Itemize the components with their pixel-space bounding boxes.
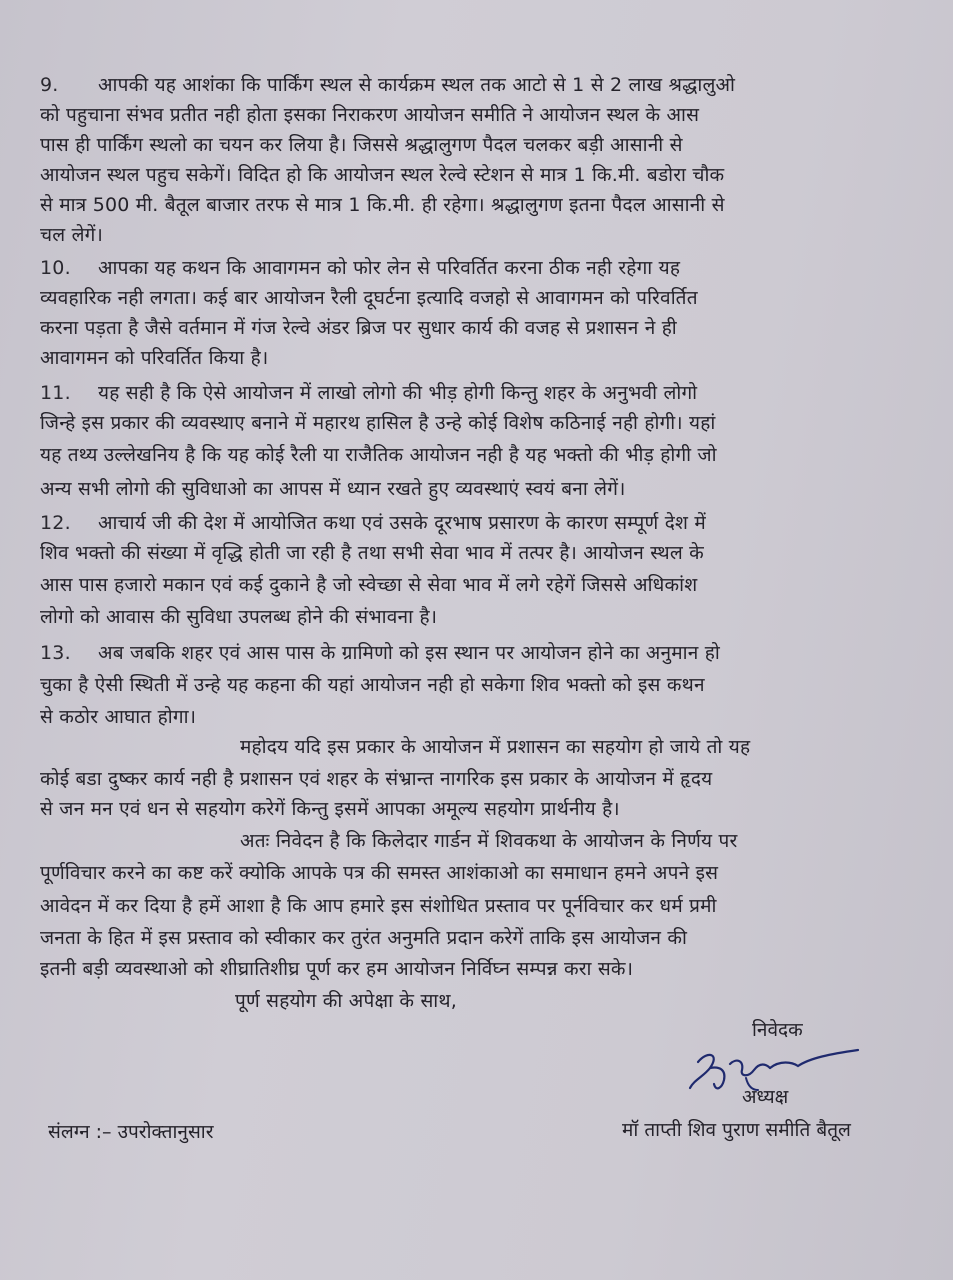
closing-line-9: पूर्ण सहयोग की अपेक्षा के साथ, <box>235 990 458 1012</box>
closing-line-2: कोई बडा दुष्कर कार्य नही है प्रशासन एवं शहर के संभ्रान्त नागरिक इस प्रकार के आयोजन में हृदय <box>40 768 713 790</box>
para-10-line-3: करना पड़ता है जैसे वर्तमान में गंज रेल्वे अंडर ब्रिज पर सुधार कार्य की वजह से प्रशासन ने ही <box>40 317 677 339</box>
para-9-line-4: आयोजन स्थल पहुच सकेगें। विदित हो कि आयोजन स्थल रेल्वे स्टेशन से मात्र 1 कि.मी. बडोरा चौक <box>40 164 725 186</box>
para-9-line-1: 9. आपकी यह आशंका कि पार्किंग स्थल से कार्यक्रम स्थल तक आटो से 1 से 2 लाख श्रद्धालुओ <box>40 70 920 100</box>
para-10-line-4: आवागमन को परिवर्तित किया है। <box>40 347 269 369</box>
para-11-line-4: अन्य सभी लोगो की सुविधाओ का आपस में ध्यान रखते हुए व्यवस्थाएं स्वयं बना लेगें। <box>40 478 626 500</box>
para-10-line-1: 10. आपका यह कथन कि आवागमन को फोर लेन से परिवर्तित करना ठीक नही रहेगा यह <box>40 253 920 283</box>
closing-line-8: इतनी बड़ी व्यवस्थाओ को शीघ्रातिशीघ्र पूर्ण कर हम आयोजन निर्विघ्न सम्पन्न करा सके। <box>40 958 634 980</box>
para-12-line-4: लोगो को आवास की सुविधा उपलब्ध होने की संभावना है। <box>40 606 438 628</box>
closing-line-4: अतः निवेदन है कि किलेदार गार्डन में शिवकथा के आयोजन के निर्णय पर <box>240 830 738 852</box>
para-9-line-3: पास ही पार्किंग स्थलो का चयन कर लिया है। जिससे श्रद्धालुगण पैदल चलकर बड़ी आसानी से <box>40 134 683 156</box>
para-13-line-1: 13. अब जबकि शहर एवं आस पास के ग्रामिणो को इस स्थान पर आयोजन होने का अनुमान हो <box>40 638 920 668</box>
para-9-line-6: चल लेगें। <box>40 224 103 246</box>
para-11-line-3: यह तथ्य उल्लेखनिय है कि यह कोई रैली या राजैतिक आयोजन नही है यह भक्तो की भीड़ होगी जो <box>40 444 717 466</box>
para-number: 9. <box>40 74 59 96</box>
closing-line-3: से जन मन एवं धन से सहयोग करेगें किन्तु इसमें आपका अमूल्य सहयोग प्रार्थनीय है। <box>40 798 620 820</box>
closing-line-5: पूर्णविचार करने का कष्ट करें क्योकि आपके पत्र की समस्त आशंकाओ का समाधान हमने अपने इस <box>40 862 719 884</box>
para-13-line-2: चुका है ऐसी स्थिती में उन्हे यह कहना की यहां आयोजन नही हो सकेगा शिव भक्तो को इस कथन <box>40 674 705 696</box>
para-number: 11. <box>40 382 71 404</box>
para-10-line-2: व्यवहारिक नही लगता। कई बार आयोजन रैली दूघर्टना इत्यादि वजहो से आवागमन को परिवर्तित <box>40 287 698 309</box>
designation-label: अध्यक्ष <box>742 1086 789 1108</box>
closing-line-6: आवेदन में कर दिया है हमें आशा है कि आप हमारे इस संशोधित प्रस्ताव पर पूर्नविचार कर धर्म प्रमी <box>40 895 717 917</box>
closing-line-1: महोदय यदि इस प्रकार के आयोजन में प्रशासन का सहयोग हो जाये तो यह <box>240 736 751 758</box>
para-9-line-5: से मात्र 500 मी. बैतूल बाजार तरफ से मात्र 1 कि.मी. ही रहेगा। श्रद्धालुगण इतना पैदल आसानी से <box>40 194 725 216</box>
para-12-line-1: 12. आचार्य जी की देश में आयोजित कथा एवं उसके दूरभाष प्रसारण के कारण सम्पूर्ण देश में <box>40 508 920 538</box>
para-9-line-2: को पहुचाना संभव प्रतीत नही होता इसका निराकरण आयोजन समीति ने आयोजन स्थल के आस <box>40 104 700 126</box>
para-13-line-3: से कठोर आघात होगा। <box>40 706 197 728</box>
para-number: 12. <box>40 512 71 534</box>
closing-line-7: जनता के हित में इस प्रस्ताव को स्वीकार कर तुरंत अनुमति प्रदान करेगें ताकि इस आयोजन की <box>40 927 688 949</box>
para-11-line-1: 11. यह सही है कि ऐसे आयोजन में लाखो लोगो की भीड़ होगी किन्तु शहर के अनुभवी लोगो <box>40 378 920 408</box>
enclosure-note: संलग्न :– उपरोक्तानुसार <box>48 1121 214 1143</box>
para-12-line-2: शिव भक्तो की संख्या में वृद्धि होती जा रही है तथा सभी सेवा भाव में तत्पर है। आयोजन स्थल के <box>40 542 704 564</box>
para-number: 10. <box>40 257 71 279</box>
para-number: 13. <box>40 642 71 664</box>
applicant-label: निवेदक <box>752 1019 803 1041</box>
para-11-line-2: जिन्हे इस प्रकार की व्यवस्थाए बनाने में महारथ हासिल है उन्हे कोई विशेष कठिनाई नही होगी। यहां <box>40 412 716 434</box>
para-12-line-3: आस पास हजारो मकान एवं कई दुकाने है जो स्वेच्छा से सेवा भाव में लगे रहेगें जिससे अधिकांश <box>40 574 698 596</box>
organization-name: मॉ ताप्ती शिव पुराण समीति बैतूल <box>622 1119 851 1141</box>
